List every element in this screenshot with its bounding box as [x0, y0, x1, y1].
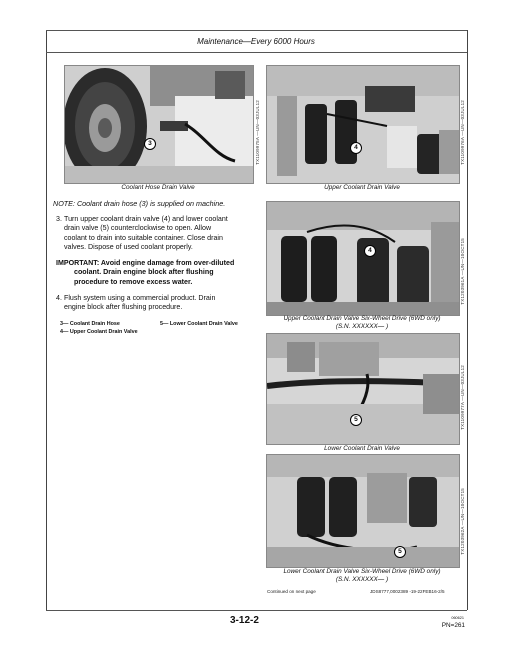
top-rule — [46, 30, 467, 31]
callout-4-6wd: 4 — [364, 245, 376, 257]
legend-item-3: 3— Coolant Drain Hose — [60, 321, 120, 327]
figure-id-coolant-hose: TX1109975A —UN—03JUL12 — [255, 100, 260, 165]
caption-lower-valve-6wd-line-2: (S.N. XXXXXX— ) — [335, 576, 389, 583]
upper-valve-6wd-photo — [266, 201, 460, 316]
caption-upper-valve-6wd-line-1: Upper Coolant Drain Valve Six-Wheel Drive (6WD only) — [283, 315, 441, 322]
caption-upper-valve: Upper Coolant Drain Valve — [324, 184, 400, 191]
note-drain-hose: NOTE: Coolant drain hose (3) is supplied on machine. — [53, 199, 226, 208]
upper-valve-photo — [266, 65, 460, 184]
important-line-2: coolant. Drain engine block after flushing — [74, 268, 214, 277]
pn-label: PN=261 — [441, 622, 465, 629]
important-line-1: IMPORTANT: Avoid engine damage from over-diluted — [56, 259, 235, 267]
caption-coolant-hose: Coolant Hose Drain Valve — [121, 184, 195, 191]
step-4-number: 4. — [56, 294, 62, 302]
continued-note: Continued on next page — [267, 589, 316, 594]
step-3 — [56, 215, 266, 255]
step-3-line-2: drain valve (5) counterclockwise to open. Allow — [64, 224, 212, 233]
figure-id-upper-valve-6wd: TX1203961A —UN—10OCT15 — [460, 238, 465, 305]
caption-lower-valve-6wd-line-1: Lower Coolant Drain Valve Six-Wheel Drive (6WD only) — [283, 568, 441, 575]
callout-3: 3 — [144, 138, 156, 150]
figure-id-lower-valve-6wd: TX1203962A —UN—10OCT15 — [460, 488, 465, 555]
step-4-line-2: engine block after flushing procedure. — [64, 303, 183, 312]
step-4 — [56, 294, 266, 314]
important-notice — [56, 259, 266, 289]
caption-upper-valve-6wd-line-2: (S.N. XXXXXX— ) — [335, 323, 389, 330]
caption-lower-valve: Lower Coolant Drain Valve — [324, 445, 400, 452]
callout-5-lower: 5 — [350, 414, 362, 426]
lower-valve-6wd-photo — [266, 454, 460, 568]
step-4-line-1: Flush system using a commercial product. Drain — [64, 294, 216, 302]
coolant-hose-photo — [64, 65, 254, 184]
figure-id-upper-valve: TX1109976A —UN—03JUL12 — [460, 100, 465, 165]
page-number: 3-12-2 — [230, 615, 259, 626]
step-3-line-4: valves. Dispose of used coolant properly. — [64, 242, 193, 251]
figure-id-lower-valve: TX1109977A —UN—03JUL12 — [460, 365, 465, 430]
legend-item-4: 4— Upper Coolant Drain Valve — [60, 329, 138, 335]
callout-5-6wd: 5 — [394, 546, 406, 558]
step-3-line-1: Turn upper coolant drain valve (4) and lower coolant — [64, 215, 228, 223]
callout-4-upper: 4 — [350, 142, 362, 154]
legend-item-5: 5— Lower Coolant Drain Valve — [160, 321, 238, 327]
header-rule — [46, 52, 467, 53]
footer-small-code: 060621 — [451, 616, 464, 620]
step-3-number: 3. — [56, 215, 62, 223]
footer-rule — [46, 610, 467, 611]
page-header-title: Maintenance—Every 6000 Hours — [197, 37, 315, 46]
document-code: JDS8777,0002389 -19-22FEB16-2/5 — [370, 589, 445, 594]
important-line-3: procedure to remove excess water. — [74, 277, 193, 286]
lower-valve-photo — [266, 333, 460, 445]
step-3-line-3: coolant to drain into suitable container. Close drain — [64, 233, 223, 242]
